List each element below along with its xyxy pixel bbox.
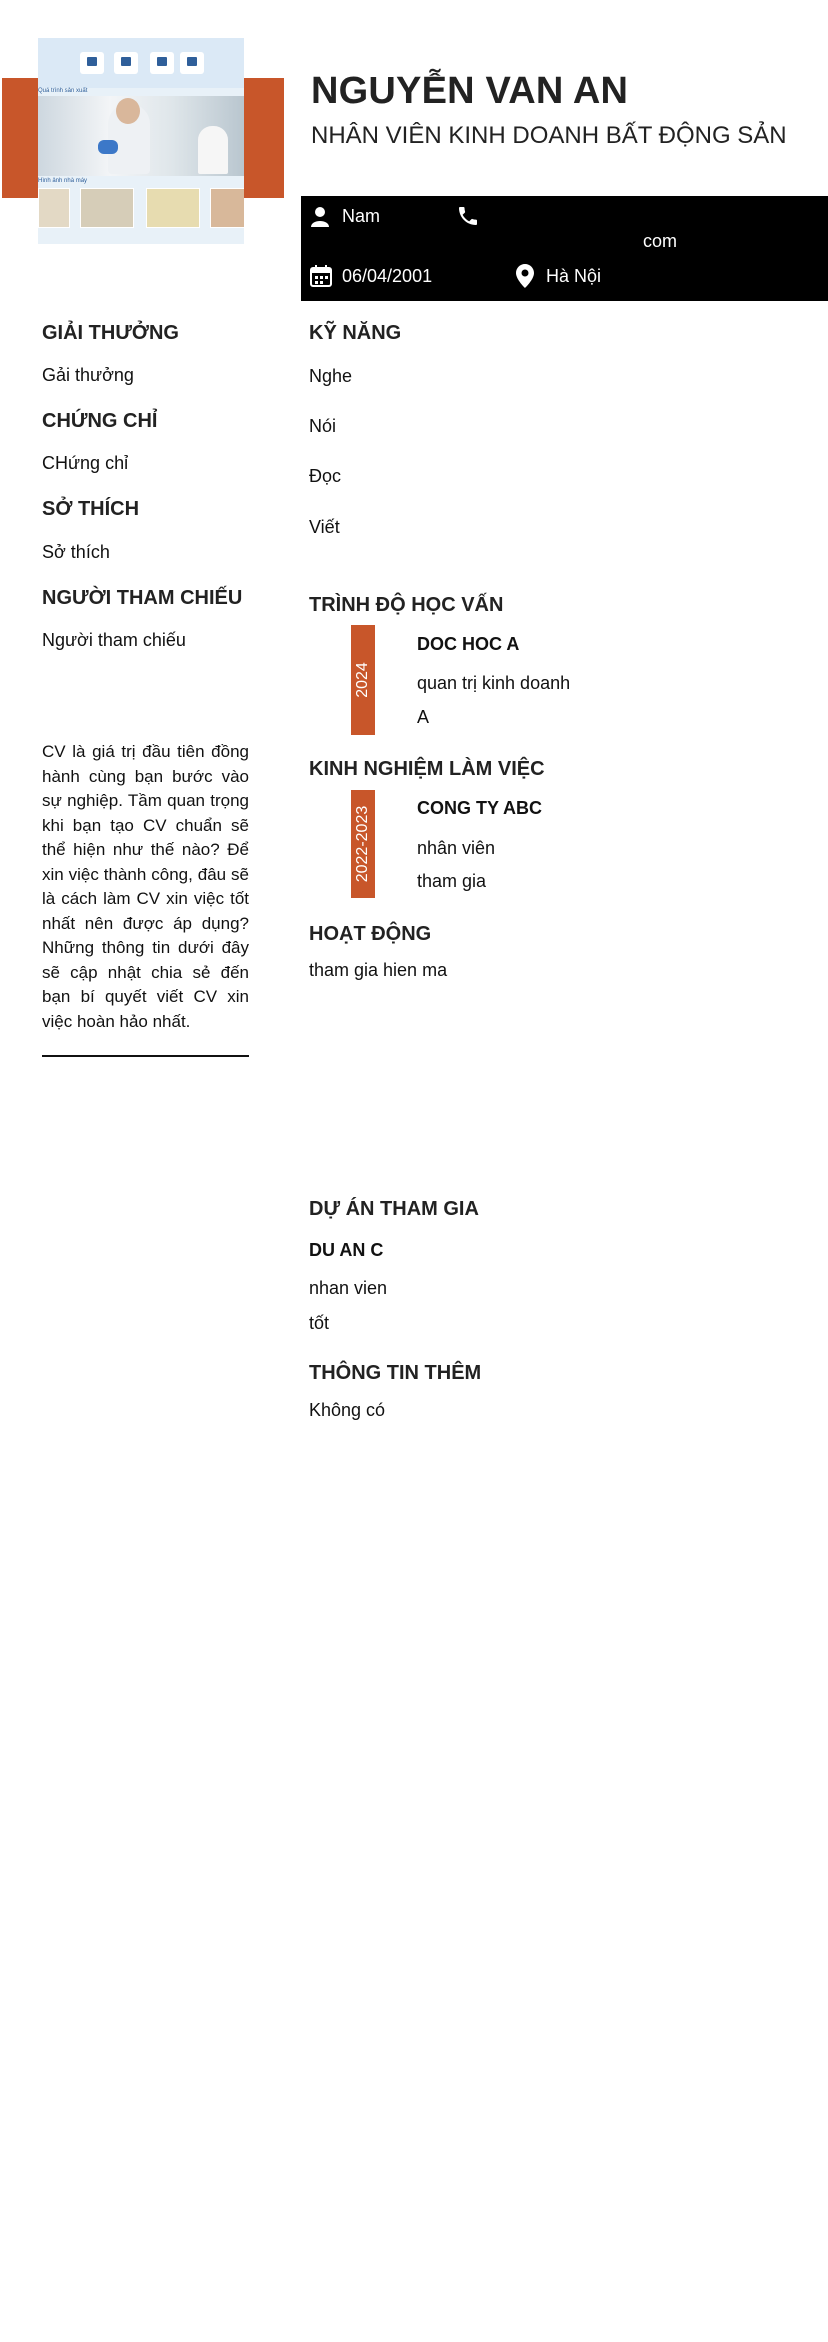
photo-glove (98, 140, 118, 154)
profile-photo (38, 38, 244, 244)
awards-heading: GIẢI THƯỞNG (42, 322, 179, 344)
project-name: DU AN C (309, 1240, 384, 1260)
skill-item: Nói (309, 416, 337, 436)
certificates-heading: CHỨNG CHỈ (42, 410, 158, 432)
photo-topbar (38, 38, 244, 88)
photo-lab-scene (38, 96, 244, 176)
calendar-icon (310, 265, 332, 287)
candidate-name: NGUYỄN VAN AN (311, 70, 629, 112)
activities-text: tham gia hien ma (309, 960, 448, 980)
activities-heading: HOẠT ĐỘNG (309, 923, 432, 945)
extra-info-text: Không có (309, 1400, 386, 1420)
project-role: nhan vien (309, 1278, 388, 1298)
phone-icon (456, 204, 480, 228)
experience-year-bar (351, 790, 375, 898)
intro-paragraph: CV là giá trị đầu tiên đồng hành cùng bạn bước vào sự nghiệp. Tầm quan trọng khi bạn tạo CV chuẩn sẽ thể hiện như thế nào? Để xin việc thành công, đâu sẽ là cách làm CV xin việc tốt nhất nên được áp dụng? Những thông tin dưới đây sẽ cập nhật chia sẻ đến bạn bí quyết viết CV xin việc hoàn hảo nhất. (42, 742, 249, 1031)
extra-info-heading: THÔNG TIN THÊM (309, 1362, 482, 1384)
references-text: Người tham chiếu (42, 630, 186, 650)
left-divider (42, 1055, 249, 1057)
photo-caption-bottom: Hình ảnh nhà máy (38, 178, 88, 184)
photo-thumbnail (210, 188, 244, 228)
experience-position: nhân viên (417, 838, 496, 858)
location-value: Hà Nội (546, 266, 602, 286)
projects-heading: DỰ ÁN THAM GIA (309, 1198, 479, 1220)
hobbies-text: Sở thích (42, 542, 110, 562)
photo-person-head (116, 98, 140, 124)
photo-thumb-icon (180, 52, 204, 74)
awards-text: Gải thưởng (42, 365, 134, 385)
education-school: DOC HOC A (417, 634, 520, 654)
education-year: 2024 (354, 662, 371, 698)
photo-thumb-icon (150, 52, 174, 74)
skill-item: Đọc (309, 466, 342, 486)
skill-item: Viết (309, 517, 340, 537)
experience-years: 2022-2023 (354, 805, 371, 883)
education-grade: A (417, 707, 430, 727)
references-heading: NGƯỜI THAM CHIẾU (42, 587, 243, 609)
education-year-bar (351, 625, 375, 735)
experience-description: tham gia (417, 871, 487, 891)
birthdate-value: 06/04/2001 (342, 266, 433, 286)
location-pin-icon (516, 264, 534, 288)
education-heading: TRÌNH ĐỘ HỌC VẤN (309, 594, 504, 616)
hobbies-heading: SỞ THÍCH (42, 498, 140, 520)
photo-thumb-icon (114, 52, 138, 74)
photo-caption-top: Quá trình sản xuất (38, 88, 88, 94)
skills-heading: KỸ NĂNG (309, 322, 402, 344)
photo-thumbnail (80, 188, 134, 228)
project-result: tốt (309, 1313, 330, 1333)
photo-thumbnail (38, 188, 70, 228)
photo-person-secondary (198, 126, 228, 174)
email-value: com (643, 231, 678, 251)
candidate-title: NHÂN VIÊN KINH DOANH BẤT ĐỘNG SẢN (311, 122, 787, 149)
skill-item: Nghe (309, 366, 353, 386)
certificates-text: CHứng chỉ (42, 453, 129, 473)
experience-company: CONG TY ABC (417, 798, 543, 818)
education-major: quan trị kinh doanh (417, 673, 571, 693)
photo-thumb-icon (80, 52, 104, 74)
photo-thumbnail (146, 188, 200, 228)
gender-value: Nam (342, 206, 381, 226)
user-icon (310, 206, 330, 228)
experience-heading: KINH NGHIỆM LÀM VIỆC (309, 758, 545, 780)
